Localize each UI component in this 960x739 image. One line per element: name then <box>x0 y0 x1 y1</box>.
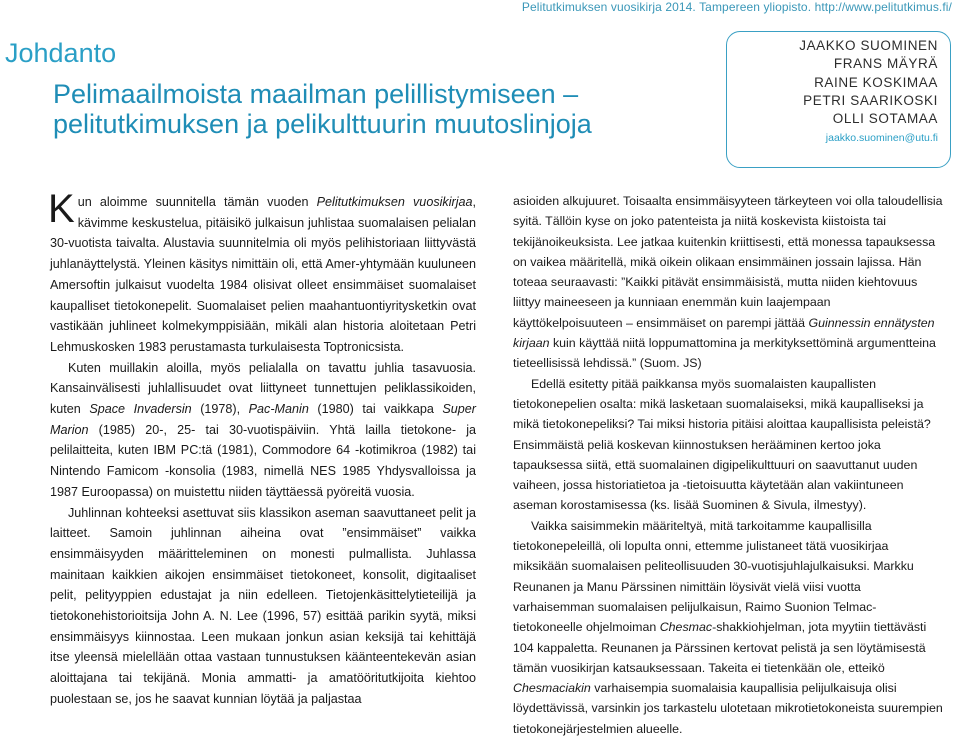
text-run: , kävimme keskustelua, pitäisikö julkaisun juhlistaa suomalaisen pelialan 30-vuotista taivalta. Alustavia suunnitelmia oli myös pelihistoriaan liittyvästä juhlanäyttelystä. Yleinen käsitys nimittäin oli, että Amer-yhtymään kuuluneen Amersoftin julkaisut vuodelta 1984 olisivat olleet ensimmäiset suomalaiset kaupalliset tietokonepelit. Suomalaiset pelien maahantuontiyritysketkin ovat vastikään juhlineet kolmekymppisiään, mikäli alan historia aloitetaan Petri Lehmuskosken 1983 perustamasta turkulaisesta Toptronicsista. <box>50 195 477 354</box>
text-run: asioiden alkujuuret. Toisaalta ensimmäisyyteen tärkeyteen voi olla taloudellisia syitä. Tällöin kyse on joko patenteista ja niitä koskevista kiistoista tai tekijänoikeuksista. Lee jatkaa kuitenkin kriittisesti, että monessa tapauksessa on vaikea määritellä, mikä oikein olikaan ensimmäinen jossain lajissa. Hän toteaa seuraavasti: ”Kaikki pitävät ensimmäisistä, mutta niiden kiehtovuus liittyy maineeseen ja kunniaan enemmän kuin laajempaan käyttökelpoisuuteen – ensimmäiset on parempi jättää <box>513 194 943 330</box>
italic-title: Super Marion <box>50 402 476 437</box>
text-run: (1985) 20-, 25- tai 30-vuotispäiviin. Yhtä lailla tietokone- ja pelilaitteita, kuten IBM PC:tä (1981), Commodore 64 -kotimikroa (1982) tai Nintendo Famicom -konsolia (1983, nimellä NES 1985 Yhdysvalloissa ja 1987 Euroopassa) on muistettu niiden täyttäessä pyöreitä vuosia. <box>50 422 476 499</box>
right-column <box>513 191 943 739</box>
article-title <box>53 79 693 139</box>
authors-box <box>726 31 951 168</box>
section-label: Johdanto <box>5 38 117 68</box>
title-line-1: Pelimaailmoista maailman pelillistymiseen – <box>53 79 579 109</box>
author-name: FRANS MÄYRÄ <box>833 56 938 72</box>
paragraph <box>48 187 477 358</box>
running-head: Pelitutkimuksen vuosikirja 2014. Tampereen yliopisto. http://www.pelitutkimus.fi/ <box>521 0 952 14</box>
italic-title: Pelitutkimuksen vuosikirjaa <box>316 195 473 209</box>
text-run: (1980) tai vaikkapa <box>308 402 443 417</box>
paragraph <box>513 516 943 739</box>
text-run: -shakkiohjelman, jota myytiin tiettävästi 104 kappaletta. Reunanen ja Pärssinen kertovat pelistä ja sen löytämisestä tämän vuosikirjan katsauksessaan. Takeita ei tietenkään ole, etteikö <box>513 620 927 675</box>
author-name: OLLI SOTAMAA <box>832 111 938 127</box>
left-column <box>48 187 477 710</box>
paragraph <box>50 358 476 503</box>
author-email[interactable]: jaakko.suominen@utu.fi <box>825 132 938 145</box>
title-line-2: pelitutkimuksen ja pelikulttuurin muutoslinjoja <box>53 109 592 139</box>
italic-title: Chesmaciakin <box>513 681 591 696</box>
text-run: varhaisempia suomalaisia kaupallisia pelijulkaisuja olisi löydettävissä, varsinkin jos tarkastelu ulotetaan mikrotietokoneista suurempien tietokonejärjestelmien alueelle. <box>513 681 943 736</box>
paragraph <box>513 191 943 374</box>
italic-title: Space Invadersin <box>89 402 192 417</box>
paragraph: Edellä esitetty pitää paikkansa myös suomalaisten kaupallisten tietokonepelien osalta: mikä lasketaan suomalaiseksi, mikä kaupalliseksi ja mikä tietokonepeliksi? Tai miksi historia pitäisi aloittaa kaupallisista peleistä? Ensimmäistä peliä koskevan kiinnostuksen herääminen kertoo joka tapauksessa siitä, että suomalainen digipelikulttuuri on saavuttanut uuden vaiheen, jossa historiatietoa ja -tietoisuutta käytetään alan vakiintuneen aseman korostamisessa (ks. lisää Suominen & Sivula, ilmestyy). <box>513 376 931 513</box>
drop-cap: K <box>48 187 75 231</box>
text-run: un aloimme suunnitella tämän vuoden <box>77 195 317 209</box>
author-name: RAINE KOSKIMAA <box>814 74 938 90</box>
italic-title: Chesmac <box>659 620 713 635</box>
text-run: kuin käyttää niitä loppumattomina ja merkityksettöminä argumentteina tieteellisissä lehdissä.” (Suom. JS) <box>513 336 936 371</box>
author-name: PETRI SAARIKOSKI <box>803 92 938 108</box>
italic-title: Pac-Manin <box>248 402 309 417</box>
italic-title: Guinnessin ennätysten kirjaan <box>513 315 935 351</box>
author-name: JAAKKO SUOMINEN <box>799 38 938 53</box>
text-run: Vaikka saisimmekin määriteltyä, mitä tarkoitamme kaupallisilla tietokonepeleillä, oli lopulta onni, ettemme julistaneet tätä vuosikirjaa miksikään suomalaisen peliteollisuuden 30-vuotisjuhlajulkaisuksi. Markku Reunanen ja Manu Pärssinen nimittäin löysivät vielä viisi vuotta varhaisemman suomalaisen pelijulkaisun, Raimo Suonion Telmac-tietokoneelle ohjelmoiman <box>513 518 914 635</box>
text-run: (1978), <box>191 402 249 417</box>
paragraph: Juhlinnan kohteeksi asettuvat siis klassikon aseman saavuttaneet pelit ja laitteet. Samoin juhlinnan aiheina ovat ”ensimmäiset” vaikka ensimmäisyyden määritteleminen on monesti pulmallista. Juhlassa mainitaan kaikkien aikojen ensimmäiset tietokoneet, konsolit, digitaaliset pelit, pelityyppien edustajat ja niin edelleen. Tietojenkäsittelytieteilijä ja tietokonehistorioitsija John A. N. Lee (1996, 57) esittää parikin syytä, miksi ensimmäisyys kiinnostaa. Leen mukaan jonkun asian keksijä tai kehittäjä itse yleensä mielellään ottaa vastaan tunnustuksen käänteentekevän asian aloittajana tai tekijänä. Monia ammatti- ja amatööritutkijoita kiehtoo puolestaan se, jos he saavat kunnian löytää ja paljastaa <box>50 505 476 706</box>
text-run: Kuten muillakin aloilla, myös pelialalla on tavattu juhlia tasavuosia. Kansainvälisesti juhlallisuudet ovat liittyneet tunnettujen peliklassikoiden, kuten <box>50 360 476 417</box>
